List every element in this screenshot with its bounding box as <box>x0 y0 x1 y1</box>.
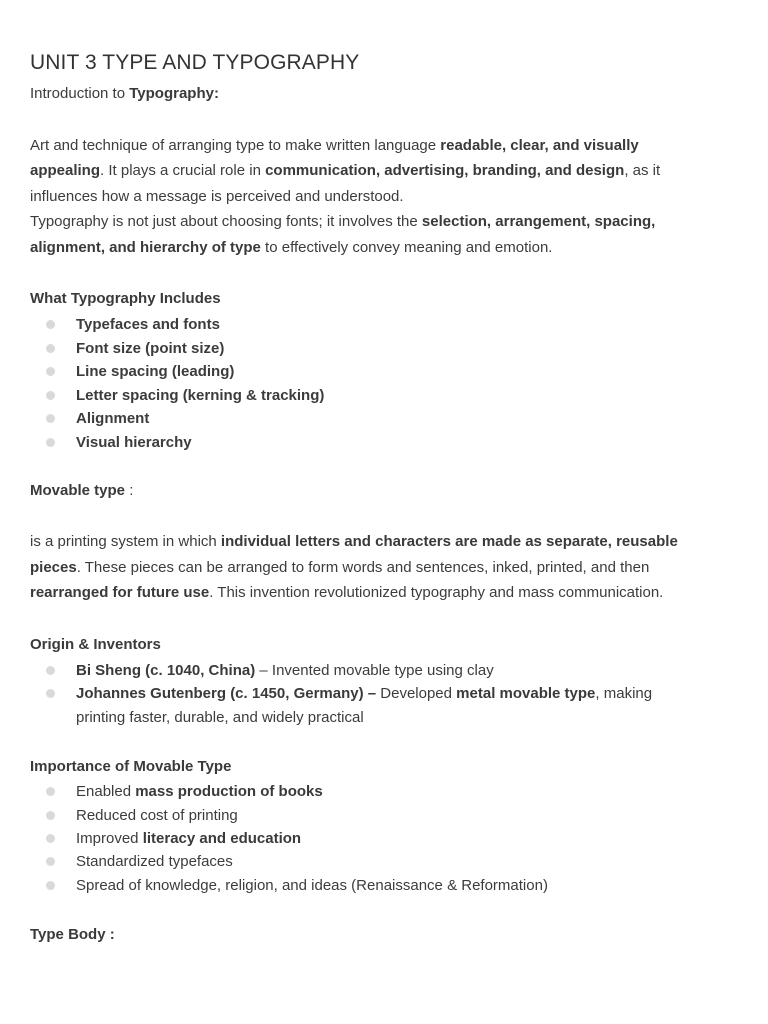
definition-bold: communication, advertising, branding, and design <box>265 162 625 179</box>
importance-bold: literacy and education <box>142 830 302 847</box>
definition-line-5 <box>30 238 552 258</box>
movable-text: . These pieces can be arranged to form words and sentences, inked, printed, and then <box>76 559 650 576</box>
bullet-icon <box>46 320 55 329</box>
movable-text: . This invention revolutionized typography and mass communication. <box>209 584 664 601</box>
bullet-icon <box>46 689 55 698</box>
list-item: Letter spacing (kerning & tracking) <box>76 387 325 404</box>
intro-bold: Typography: <box>129 85 219 102</box>
list-item <box>76 829 301 849</box>
origin-heading: Origin & Inventors <box>30 636 161 653</box>
origin-text: , making <box>595 685 653 702</box>
definition-line-1 <box>30 136 639 156</box>
movable-bold: individual letters and characters are made as separate, reusable <box>220 533 678 550</box>
definition-bold: selection, arrangement, spacing, <box>421 213 656 230</box>
origin-text: Developed <box>376 685 457 702</box>
intro-prefix: Introduction to <box>30 85 130 102</box>
bullet-icon <box>46 834 55 843</box>
bullet-icon <box>46 787 55 796</box>
list-item: Reduced cost of printing <box>76 807 238 824</box>
list-item: Line spacing (leading) <box>76 363 235 380</box>
definition-text: Art and technique of arranging type to make written language <box>30 137 441 154</box>
importance-heading: Importance of Movable Type <box>30 758 232 775</box>
definition-text: . It plays a crucial role in <box>100 162 266 179</box>
intro-line <box>30 84 219 104</box>
includes-heading: What Typography Includes <box>30 290 221 307</box>
list-item: Spread of knowledge, religion, and ideas (Renaissance & Reformation) <box>76 877 548 894</box>
movable-line-1 <box>30 532 678 552</box>
bullet-icon <box>46 811 55 820</box>
definition-line-4 <box>30 212 655 232</box>
bullet-icon <box>46 438 55 447</box>
list-item: Font size (point size) <box>76 340 225 357</box>
bullet-icon <box>46 367 55 376</box>
list-item-continuation: printing faster, durable, and widely practical <box>76 709 364 726</box>
movable-line-2 <box>30 558 649 578</box>
list-item: Visual hierarchy <box>76 434 192 451</box>
bullet-icon <box>46 414 55 423</box>
origin-text: – Invented movable type using clay <box>255 662 494 679</box>
list-item: Standardized typefaces <box>76 853 233 870</box>
origin-bold: metal movable type <box>456 685 596 702</box>
list-item: Typefaces and fonts <box>76 316 220 333</box>
list-item <box>76 684 652 704</box>
origin-bold: Johannes Gutenberg (c. 1450, Germany) – <box>76 685 377 702</box>
type-body-heading: Type Body : <box>30 926 115 943</box>
definition-text: , as it <box>624 162 661 179</box>
movable-bold: rearranged for future use <box>30 584 210 601</box>
definition-line-2 <box>30 161 660 181</box>
definition-bold: appealing <box>30 162 101 179</box>
bullet-icon <box>46 881 55 890</box>
bullet-icon <box>46 344 55 353</box>
list-item <box>76 782 323 802</box>
definition-line-3: influences how a message is perceived and understood. <box>30 188 404 205</box>
definition-bold: alignment, and hierarchy of type <box>30 239 261 256</box>
movable-text: is a printing system in which <box>30 533 221 550</box>
list-item <box>76 661 494 681</box>
movable-heading-suffix: : <box>125 482 134 499</box>
movable-heading <box>30 481 133 501</box>
definition-bold: readable, clear, and visually <box>440 137 639 154</box>
movable-bold: pieces <box>30 559 77 576</box>
bullet-icon <box>46 666 55 675</box>
importance-bold: mass production of books <box>135 783 323 800</box>
list-item: Alignment <box>76 410 150 427</box>
movable-line-3 <box>30 583 663 603</box>
bullet-icon <box>46 857 55 866</box>
definition-text: to effectively convey meaning and emotion. <box>260 239 553 256</box>
page-title: UNIT 3 TYPE AND TYPOGRAPHY <box>30 51 360 74</box>
definition-text: Typography is not just about choosing fonts; it involves the <box>30 213 422 230</box>
bullet-icon <box>46 391 55 400</box>
importance-text: Improved <box>76 830 143 847</box>
movable-heading-text: Movable type <box>30 482 126 499</box>
importance-text: Enabled <box>76 783 136 800</box>
origin-bold: Bi Sheng (c. 1040, China) <box>76 662 256 679</box>
